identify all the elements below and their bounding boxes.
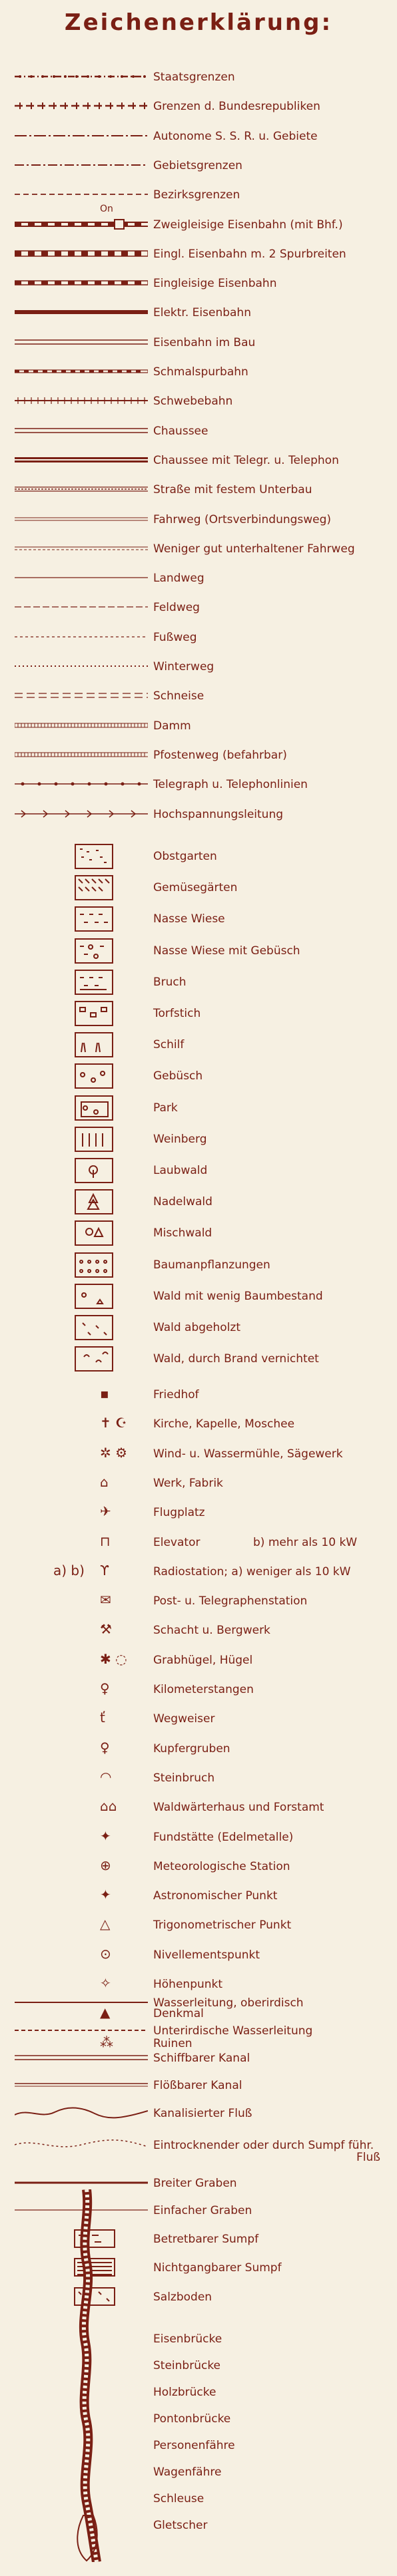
line-symbol [15,627,148,647]
line-symbol [15,715,148,735]
water-symbol [15,2020,148,2040]
legend-point-row [0,1708,397,1728]
point-label: Schacht u. Bergwerk [153,1624,270,1638]
legend-point-row [0,1885,397,1905]
legend-area-row [0,1001,397,1029]
legend-line-row [0,214,397,234]
line-label: Fußweg [153,630,197,644]
line-label: Gebietsgrenzen [153,158,242,172]
line-symbol [15,656,148,676]
area-pattern [75,938,113,964]
line-symbol [15,745,148,765]
point-symbol-icon: ✈ [100,1503,111,1520]
legend-water-row [0,2048,397,2068]
line-label: Grenzen d. Bundesrepubliken [153,100,320,114]
legend-point-row [0,1413,397,1433]
point-label: Denkmal [153,2007,204,2021]
line-symbol [15,126,148,146]
point-symbol-icon: ▲ [100,2004,111,2021]
point-symbol-icon: ♀ [100,1739,110,1755]
river-symbol [47,2189,140,2562]
line-symbol [15,361,148,381]
point-symbol-icon: ✱ ◌ [100,1650,127,1667]
water-symbol [15,1992,148,2012]
legend-area-row [0,844,397,872]
legend-line-row [0,715,397,735]
point-symbol-icon: ⊙ [100,1945,111,1962]
legend-point-row [0,1915,397,1934]
line-label: Bezirksgrenzen [153,188,240,202]
legend-area-row [0,1095,397,1123]
line-symbol [15,332,148,352]
river-label: Personenfähre [153,2439,235,2452]
line-label: Damm [153,719,191,733]
legend-area-row [0,906,397,934]
line-label: Weniger gut unterhaltener Fahrweg [153,542,355,556]
legend-area-row [0,938,397,966]
area-pattern [75,1189,113,1214]
point-label: Grabhügel, Hügel [153,1653,253,1667]
line-symbol [15,67,148,87]
legend-area-row [0,1063,397,1091]
line-label: Telegraph u. Telephonlinien [153,778,308,792]
point-symbol-icon: ✝ ☪ [100,1415,128,1431]
point-label: Friedhof [153,1388,199,1401]
legend-point-row [0,1679,397,1699]
water-symbol [15,2075,148,2095]
line-symbol [15,597,148,617]
line-label: Autonome S. S. R. u. Gebiete [153,129,318,143]
water-label: Salzboden [153,2291,212,2304]
area-pattern [75,1252,113,1278]
legend-area-row [0,1252,397,1280]
line-label: Staatsgrenzen [153,71,235,84]
legend-water-row [0,1992,397,2012]
water-label: Breiter Graben [153,2177,237,2190]
area-label: Laubwald [153,1164,208,1177]
legend-point-row [0,1443,397,1463]
point-label: Meteorologische Station [153,1859,290,1873]
station-annotation: On [100,203,113,214]
line-symbol [15,302,148,322]
legend-water-row [0,2075,397,2095]
water-label: Eintrocknender oder durch Sumpf führ. [153,2139,374,2152]
area-label: Wald abgeholzt [153,1321,241,1334]
area-pattern [75,1220,113,1246]
legend-water-row [0,2135,397,2155]
area-label: Bruch [153,975,187,989]
water-symbol [15,2103,148,2123]
river-label: Pontonbrücke [153,2412,231,2426]
legend-point-row [0,1974,397,1994]
line-label: Eingleisige Eisenbahn [153,277,277,291]
line-symbol [15,774,148,794]
area-label: Weinberg [153,1132,207,1146]
legend-line-row [0,302,397,322]
legend-point-row [0,1502,397,1522]
legend-line-row [0,96,397,116]
line-symbol [15,685,148,705]
line-label: Feldweg [153,601,200,615]
line-label: Eisenbahn im Bau [153,335,256,349]
area-label: Wald mit wenig Baumbestand [153,1289,323,1303]
line-symbol [15,479,148,499]
water-label-continuation: Fluß [356,2151,380,2164]
point-symbol-icon: △ [100,1916,111,1932]
legend-area-row [0,1220,397,1248]
line-label: Schmalspurbahn [153,365,248,379]
legend-line-row [0,509,397,529]
point-label: Kirche, Kapelle, Moschee [153,1417,295,1431]
legend-point-row [0,1590,397,1610]
legend-point-row [0,1384,397,1404]
legend-line-row [0,627,397,647]
point-symbol-icon: ⁂ [100,2034,113,2050]
water-label: Unterirdische Wasserleitung [153,2024,313,2038]
legend-line-row [0,597,397,617]
line-symbol [15,538,148,558]
point-label: Steinbruch [153,1771,215,1785]
legend-water-row [0,2020,397,2040]
point-label: Kupfergruben [153,1742,230,1755]
point-symbol-icon: ⊕ [100,1857,111,1873]
area-pattern [75,1346,113,1372]
line-symbol [15,509,148,529]
point-symbol-icon: ⚒ [100,1621,112,1638]
area-pattern [75,1095,113,1121]
point-symbol-icon: ♀ [100,1680,110,1696]
legend-point-row [0,1620,397,1640]
water-label: Schiffbarer Kanal [153,2052,250,2065]
point-symbol-icon: ✦ [100,1887,111,1903]
point-symbol-icon: ⌂ [100,1473,109,1490]
point-label: Nivellementspunkt [153,1948,260,1962]
point-label: Werk, Fabrik [153,1476,223,1490]
radio-symbols: a) b) [53,1562,85,1578]
point-symbol-icon: ✦ [100,1827,111,1844]
legend-area-row [0,1315,397,1343]
area-label: Park [153,1101,178,1115]
area-pattern [75,1158,113,1183]
point-label: Elevator [153,1535,200,1549]
point-symbol-icon: ϒ [100,1562,109,1578]
legend-line-row [0,450,397,470]
area-label: Baumanpflanzungen [153,1258,270,1272]
point-symbol-icon: ✲ ⚙ [100,1444,128,1461]
area-pattern [75,970,113,995]
legend-area-row [0,1189,397,1217]
point-label: Astronomischer Punkt [153,1889,278,1903]
water-label: Einfacher Graben [153,2204,252,2217]
point-label: Radiostation; a) weniger als 10 kW [153,1564,351,1578]
point-symbol-icon: ✉ [100,1592,111,1608]
area-pattern [75,1001,113,1026]
legend-line-row [0,391,397,411]
water-label: Flößbarer Kanal [153,2079,242,2092]
legend-line-row [0,479,397,499]
river-label: Steinbrücke [153,2359,221,2372]
legend-line-row [0,421,397,441]
line-symbol [15,96,148,116]
area-pattern [75,1284,113,1309]
legend-line-row [0,656,397,676]
legend-line-row [0,126,397,146]
line-label: Hochspannungsleitung [153,807,284,821]
elevator-extra-label: b) mehr als 10 kW [253,1535,358,1549]
line-symbol [15,421,148,441]
point-label: Höhenpunkt [153,1978,223,1991]
legend-area-row [0,970,397,998]
legend-point-row [0,1797,397,1817]
area-pattern [75,906,113,932]
point-symbol-icon: ⌂⌂ [100,1798,117,1815]
point-label: Ruinen [153,2036,193,2050]
line-label: Winterweg [153,660,214,673]
water-symbol [15,2048,148,2068]
area-label: Gebüsch [153,1069,203,1083]
area-pattern [75,844,113,869]
legend-line-row [0,804,397,824]
point-label: Kilometerstangen [153,1683,254,1696]
legend-area-row [0,1346,397,1374]
area-label: Wald, durch Brand vernichtet [153,1352,319,1366]
legend-point-row [0,1767,397,1787]
line-symbol [15,568,148,588]
river-label: Holzbrücke [153,2386,216,2399]
point-symbol-icon: ⊓ [100,1533,111,1549]
area-label: Gemüsegärten [153,881,238,895]
area-label: Torfstich [153,1007,201,1020]
line-symbol [15,804,148,824]
legend-point-row [0,1650,397,1670]
legend-line-row [0,244,397,264]
legend-water-row [0,2103,397,2123]
point-label: Fundstätte (Edelmetalle) [153,1830,294,1844]
water-label: Nichtgangbarer Sumpf [153,2261,282,2275]
point-label: Flugplatz [153,1506,205,1520]
line-label: Schwebebahn [153,395,233,409]
area-pattern [75,1127,113,1152]
legend-area-row [0,1032,397,1060]
point-label: Waldwärterhaus und Forstamt [153,1801,324,1815]
legend-point-row [0,1827,397,1847]
legend-point-row [0,1473,397,1493]
water-label: Kanalisierter Fluß [153,2107,252,2120]
point-label: Post- u. Telegraphenstation [153,1594,308,1608]
line-label: Schneise [153,689,204,703]
area-label: Nasse Wiese mit Gebüsch [153,944,300,958]
area-pattern [75,1032,113,1057]
legend-line-row [0,273,397,293]
water-label: Betretbarer Sumpf [153,2233,259,2246]
line-label: Chaussee mit Telegr. u. Telephon [153,453,339,467]
legend-point-row [0,1738,397,1758]
line-symbol [15,273,148,293]
legend-line-row [0,685,397,705]
point-symbol-icon: ť [100,1710,105,1726]
river-label: Wagenfähre [153,2466,222,2479]
point-label: Trigonometrischer Punkt [153,1919,292,1932]
point-symbol-icon: ◠ [100,1768,112,1785]
legend-line-row [0,538,397,558]
river-label: Schleuse [153,2492,204,2505]
area-label: Nadelwald [153,1195,212,1209]
river-label: Eisenbrücke [153,2332,222,2346]
water-symbol [15,2135,148,2155]
area-pattern [75,1315,113,1340]
line-label: Fahrweg (Ortsverbindungsweg) [153,512,332,526]
legend-area-row [0,875,397,903]
legend-point-row [0,1856,397,1876]
legend-area-row [0,1284,397,1312]
line-symbol [15,391,148,411]
legend-line-row [0,568,397,588]
river-label: Gletscher [153,2519,208,2532]
area-label: Mischwald [153,1226,212,1240]
point-label: Wegweiser [153,1712,215,1726]
line-symbol [15,184,148,204]
legend-title: Zeichenerklärung: [64,9,333,36]
legend-line-row [0,184,397,204]
legend-line-row [0,745,397,765]
water-label: Wasserleitung, oberirdisch [153,1996,304,2010]
line-symbol [15,450,148,470]
point-label: Wind- u. Wassermühle, Sägewerk [153,1447,343,1461]
legend-area-row [0,1127,397,1155]
line-label: Eingl. Eisenbahn m. 2 Spurbreiten [153,247,346,261]
area-label: Schilf [153,1038,185,1052]
line-symbol [15,214,148,234]
line-label: Zweigleisige Eisenbahn (mit Bhf.) [153,218,343,232]
line-label: Elektr. Eisenbahn [153,306,251,320]
legend-line-row [0,774,397,794]
line-label: Pfostenweg (befahrbar) [153,748,287,762]
area-pattern [75,1063,113,1089]
line-label: Straße mit festem Unterbau [153,483,312,497]
line-label: Landweg [153,572,204,586]
line-symbol [15,244,148,264]
line-symbol [15,155,148,175]
legend-point-row [0,1944,397,1964]
legend-line-row [0,67,397,87]
line-label: Chaussee [153,424,208,438]
legend-line-row [0,361,397,381]
point-symbol-icon: ▪ [100,1385,109,1401]
area-label: Obstgarten [153,850,217,863]
area-pattern [75,875,113,900]
legend-area-row [0,1158,397,1186]
legend-line-row [0,332,397,352]
area-label: Nasse Wiese [153,912,225,926]
point-symbol-icon: ✧ [100,1975,111,1991]
legend-line-row [0,155,397,175]
